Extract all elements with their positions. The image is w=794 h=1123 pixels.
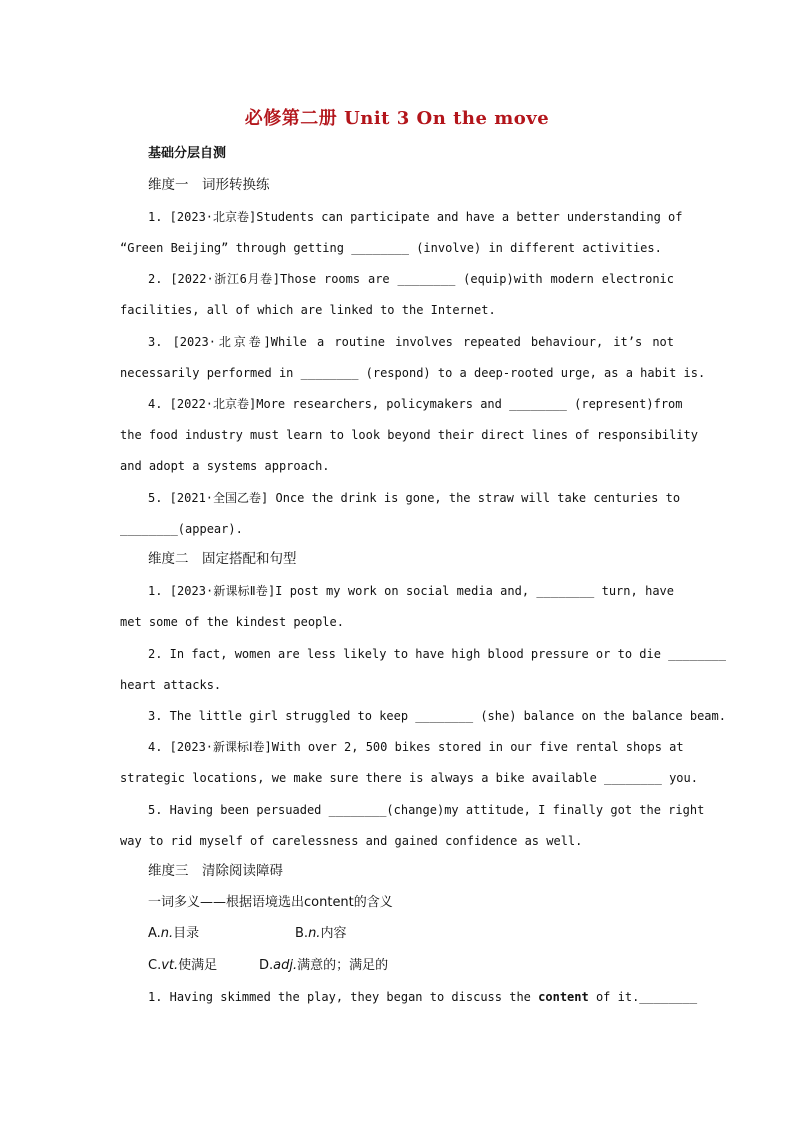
s1-item4-line1: 4. [2022·北京卷]More researchers, policymakers and ________ (represent)from: [148, 397, 683, 411]
section1-label: 维度一 词形转换练: [148, 177, 270, 193]
s2-item5-line2: way to rid myself of carelessness and gained confidence as well.: [120, 834, 583, 848]
s1-item3-line2: necessarily performed in ________ (respond) to a deep-rooted urge, as a habit is.: [120, 366, 706, 380]
option-c-text: 使满足: [178, 958, 218, 973]
s1-item4-line2: the food industry must learn to look beyond their direct lines of responsibility: [120, 428, 698, 442]
s2-item5-line1: 5. Having been persuaded ________(change)my attitude, I finally got the right: [148, 803, 705, 817]
s3-q1-before: 1. Having skimmed the play, they began to discuss the: [148, 990, 539, 1004]
s3-q1-after: of it.________: [588, 990, 698, 1004]
s2-item1-line2: met some of the kindest people.: [120, 615, 344, 629]
s3-q1-keyword: content: [538, 990, 589, 1004]
s1-item2-line1: 2. [2022·浙江6月卷]Those rooms are ________ (equip)with modern electronic: [148, 272, 674, 286]
option-d-pos: adj.: [273, 958, 298, 973]
s2-item4-line1: 4. [2023·新课标Ⅰ卷]With over 2, 500 bikes stored in our five rental shops at: [148, 740, 684, 754]
s1-item5-line1: 5. [2021·全国乙卷] Once the drink is gone, the straw will take centuries to: [148, 491, 681, 505]
s1-item3-line1: 3. [2023·北京卷]While a routine involves repeated behaviour, it’s not: [148, 335, 674, 349]
option-c: [148, 958, 217, 974]
section3-label: 维度三 清除阅读障碍: [148, 863, 283, 879]
option-a: [148, 926, 199, 942]
option-b: [295, 926, 346, 942]
option-a-text: 目录: [173, 926, 200, 941]
option-d: [259, 958, 388, 974]
s1-item5-line2: ________(appear).: [120, 522, 243, 536]
option-d-letter: D.: [259, 958, 274, 973]
s2-item2-line1: 2. In fact, women are less likely to have high blood pressure or to die ________: [148, 647, 726, 661]
option-c-letter: C.: [148, 958, 162, 973]
s1-item1-line2: “Green Beijing” through getting ________ (involve) in different activities.: [120, 241, 662, 255]
option-a-pos: n.: [160, 926, 174, 941]
option-c-pos: vt.: [161, 958, 179, 973]
s2-item4-line2: strategic locations, we make sure there is always a bike available ________ you.: [120, 771, 698, 785]
s3-question1: [148, 989, 697, 1005]
section2-label: 维度二 固定搭配和句型: [148, 551, 297, 567]
option-b-letter: B.: [295, 926, 309, 941]
section-heading: 基础分层自测: [148, 146, 227, 161]
s2-item3-line1: 3. The little girl struggled to keep ________ (she) balance on the balance beam.: [148, 709, 726, 723]
s2-item1-line1: 1. [2023·新课标Ⅱ卷]I post my work on social media and, ________ turn, have: [148, 584, 674, 598]
option-b-pos: n.: [308, 926, 321, 941]
option-d-text: 满意的；满足的: [297, 958, 389, 973]
option-a-letter: A.: [148, 926, 161, 941]
section3-instruction: 一词多义——根据语境选出content的含义: [148, 895, 393, 910]
s1-item1-line1: 1. [2023·北京卷]Students can participate and have a better understanding of: [148, 210, 683, 224]
s1-item2-line2: facilities, all of which are linked to the Internet.: [120, 303, 496, 317]
page-title: 必修第二册 Unit 3 On the move: [244, 108, 550, 129]
s2-item2-line2: heart attacks.: [120, 678, 222, 692]
option-b-text: 内容: [320, 926, 347, 941]
s1-item4-line3: and adopt a systems approach.: [120, 459, 330, 473]
